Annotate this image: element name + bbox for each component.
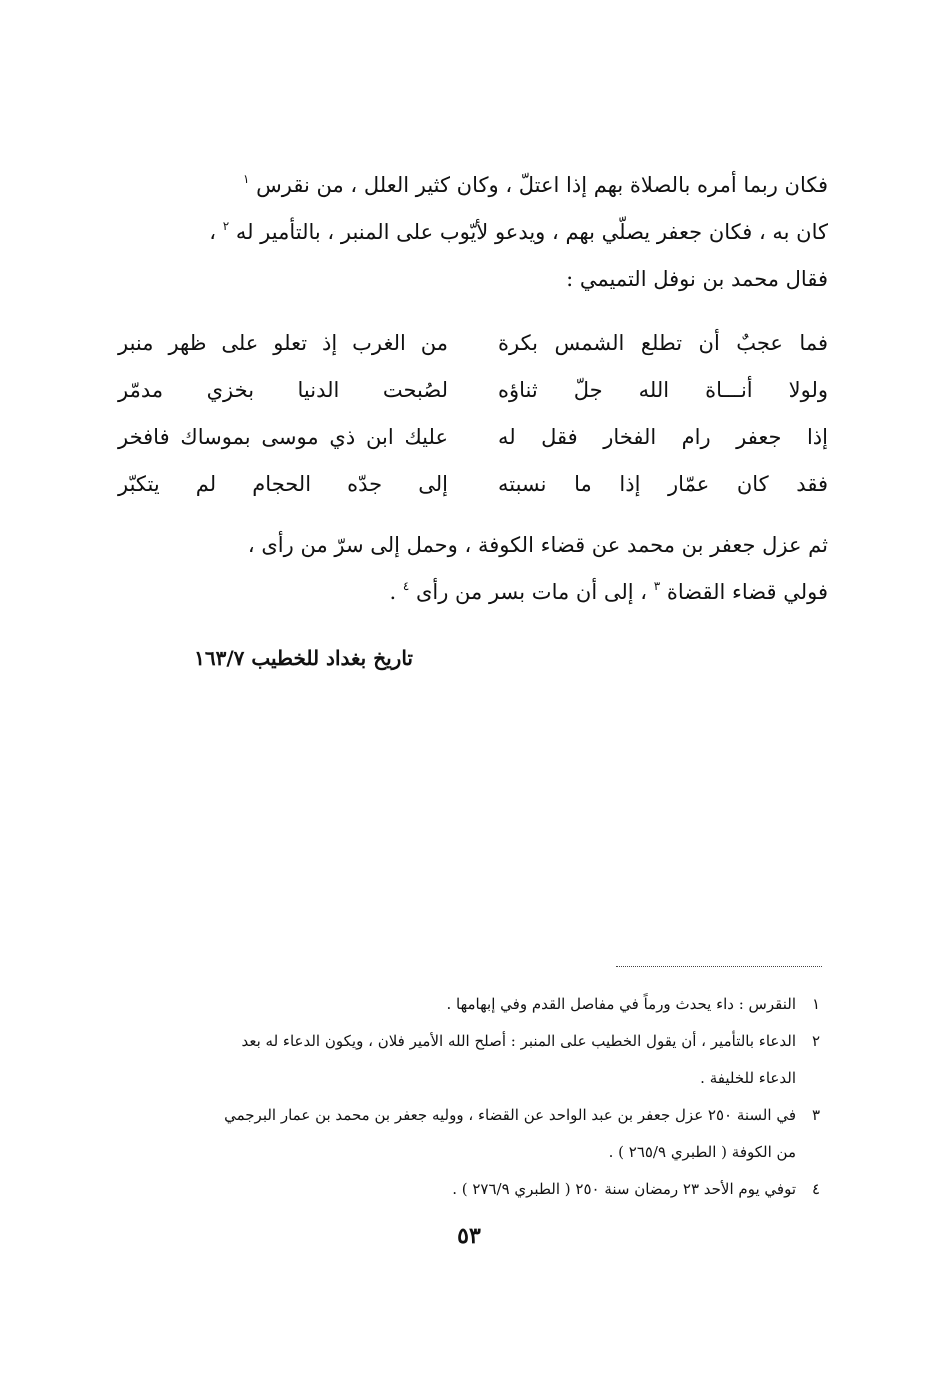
verse-second-hemistich: إلى جدّه الحجام لم يتكبّر — [118, 472, 448, 496]
paragraph-line: فولي قضاء القضاة $^٣$ ، إلى أن مات بسر من رأى $^٤$ . — [389, 579, 828, 604]
footnote-line: الدعاء للخليفة . — [700, 1069, 796, 1087]
verse-first-hemistich: إذا جعفر رام الفخار فقل له — [498, 425, 828, 449]
verse-second-hemistich: لصُبحت الدنيا بخزي مدمّر — [118, 378, 448, 402]
footnote — [140, 1097, 820, 1171]
poem — [118, 320, 828, 508]
footnotes — [140, 986, 820, 1208]
source-citation: تاريخ بغداد للخطيب ١٦٣/٧ — [194, 646, 413, 670]
footnote-number: ١ — [811, 995, 820, 1013]
poem-verse — [118, 367, 828, 414]
verse-first-hemistich: فقد كان عمّار إذا ما نسبته — [498, 472, 828, 496]
paragraph-line: فكان ربما أمره بالصلاة بهم إذا اعتلّ ، وكان كثير العلل ، من نقرس $^١$ — [242, 172, 828, 197]
body-paragraph-1 — [100, 162, 828, 303]
footnote-number: ٣ — [811, 1106, 820, 1124]
paragraph-line: ثم عزل جعفر بن محمد عن قضاء الكوفة ، وحمل إلى سرّ من رأى ، — [247, 533, 828, 557]
paragraph-line: كان به ، فكان جعفر يصلّي بهم ، ويدعو لأيّوب على المنبر ، بالتأمير له $^٢$ ، — [209, 219, 828, 244]
footnote-ref: ١ — [242, 172, 250, 186]
verse-second-hemistich: من الغرب إذ تعلو على ظهر منبر — [118, 331, 448, 355]
poem-verse — [118, 320, 828, 367]
verse-first-hemistich: ولولا أنـــاة الله جلّ ثناؤه — [498, 378, 828, 402]
footnote — [140, 1171, 820, 1208]
poem-verse — [118, 461, 828, 508]
footnote-line: الدعاء بالتأمير ، أن يقول الخطيب على المنبر : أصلح الله الأمير فلان ، ويكون الدعاء له بعد — [241, 1032, 796, 1050]
footnote — [140, 1023, 820, 1097]
body-paragraph-2 — [100, 522, 828, 616]
footnote-ref: ٢ — [222, 219, 230, 233]
footnote — [140, 986, 820, 1023]
verse-first-hemistich: فما عجبٌ أن تطلع الشمس بكرة — [498, 331, 828, 355]
verse-second-hemistich: عليك ابن ذي موسى بموساك فافخر — [118, 425, 448, 449]
footnote-ref: ٣ — [653, 579, 661, 593]
footnote-number: ٤ — [811, 1180, 820, 1198]
footnote-number: ٢ — [811, 1032, 820, 1050]
footnote-separator — [616, 966, 822, 967]
footnote-line: من الكوفة ( الطبري ٢٦٥/٩ ) . — [608, 1143, 796, 1161]
footnote-line: النقرس : داء يحدث ورماً في مفاصل القدم وفي إبهامها . — [446, 995, 796, 1013]
footnote-line: توفي يوم الأحد ٢٣ رمضان سنة ٢٥٠ ( الطبري ٢٧٦/٩ ) . — [452, 1180, 796, 1198]
paragraph-line: فقال محمد بن نوفل التميمي : — [566, 267, 828, 291]
footnote-ref: ٤ — [402, 579, 410, 593]
poem-verse — [118, 414, 828, 461]
page-number: ٥٣ — [457, 1223, 481, 1249]
footnote-line: في السنة ٢٥٠ عزل جعفر بن عبد الواحد عن القضاء ، ووليه جعفر بن محمد بن عمار البرجمي — [224, 1106, 796, 1124]
